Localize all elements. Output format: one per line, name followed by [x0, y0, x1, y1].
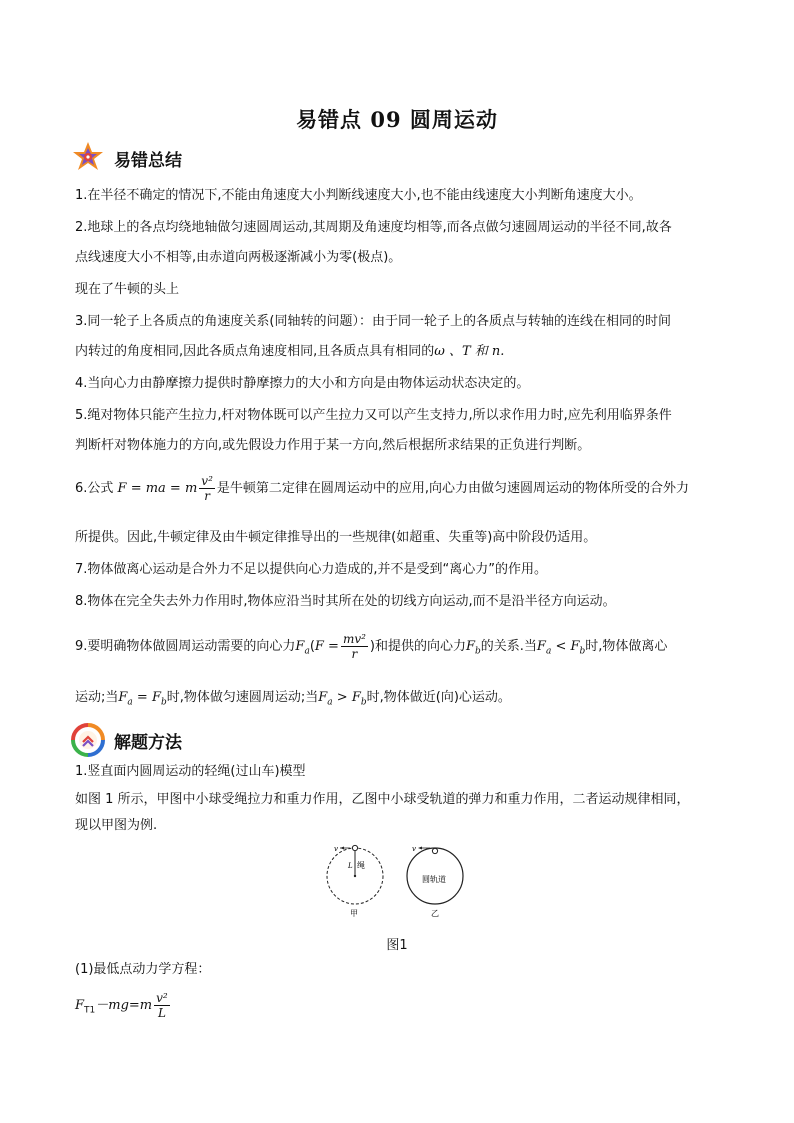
right-figure-label: 乙 [431, 909, 439, 918]
left-figure-label: 甲 [350, 909, 358, 918]
p6-numerator: v² [201, 474, 213, 488]
eq-F: F [75, 998, 85, 1013]
figure-caption: 图1 [386, 938, 408, 953]
eq-rest: －mg=m [95, 998, 153, 1013]
p9b-eq: F [118, 690, 128, 705]
p9-denominator: r [351, 647, 358, 661]
eq-F-sub: T1 [84, 1005, 96, 1016]
p9-cmp1: F [536, 639, 546, 654]
paragraph-5a: 5.绳对物体只能产生拉力,杆对物体既可以产生拉力又可以产生支持力,所以求作用力时,应先利用临界条件 [75, 408, 672, 423]
ball-right [432, 848, 437, 853]
eq-numerator: v² [156, 991, 168, 1005]
eq-fraction [154, 991, 170, 1020]
section-methods-header [70, 722, 182, 758]
p6-formula: F = ma = m [117, 481, 198, 496]
figure-right [407, 845, 463, 918]
paragraph-6 [75, 474, 725, 504]
p9-prefix: 9.要明确物体做圆周运动需要的向心力 [75, 639, 296, 654]
paragraph-6b: 所提供。因此,牛顿定律及由牛顿定律推导出的一些规律(如超重、失重等)高中阶段仍适用。 [75, 530, 597, 545]
p9b-end: 时,物体做近(向)心运动。 [366, 690, 511, 705]
p9-paren: ( [309, 639, 315, 654]
figure-left [327, 845, 383, 918]
paragraph-3b-symbols: ω 、T 和 n. [434, 344, 505, 359]
p9b-prefix: 运动;当 [75, 690, 119, 705]
method-1: 1.竖直面内圆周运动的轻绳(过山车)模型 [75, 764, 306, 779]
p9-numerator: mv² [342, 632, 366, 646]
track-label: 圆轨道 [422, 875, 446, 884]
figure-1 [300, 840, 490, 920]
ball-left [352, 845, 357, 850]
L-label: L [348, 862, 353, 870]
v-label-left: v [334, 845, 338, 853]
method-4-equation [75, 990, 725, 1027]
p9-fb: F [465, 639, 476, 654]
page-title: 易错点 09 圆周运动 [296, 107, 498, 132]
method-3: (1)最低点动力学方程： [75, 962, 211, 977]
p9b-gt2: > F [332, 690, 361, 705]
paragraph-4: 4.当向心力由静摩擦力提供时静摩擦力的大小和方向是由物体运动状态决定的。 [75, 376, 530, 391]
p6-fraction [199, 474, 215, 503]
paragraph-1: 1.在半径不确定的情况下,不能由角速度大小判断线速度大小,也不能由线速度大小判断角速度大小。 [75, 188, 642, 203]
p9-end: 时,物体做离心 [585, 639, 668, 654]
rope-label: 绳 [357, 861, 365, 870]
paragraph-3b [75, 344, 725, 360]
p9b-eq2: = F [132, 690, 161, 705]
method-2a: 如图 1 所示，甲图中小球受绳拉力和重力作用，乙图中小球受轨道的弹力和重力作用，二者运动规律相同， [75, 792, 690, 807]
p6-denominator: r [204, 489, 210, 503]
section-methods-title: 解题方法 [114, 732, 182, 753]
p9-fraction [341, 632, 368, 661]
eq-denominator: L [157, 1006, 166, 1020]
p9-mid2: 的关系.当 [480, 639, 537, 654]
paragraph-9: 9.要明确物体做圆周运动需要的向心力$F_a(F$ = $\frac{\text{mv²}}{r}$ )和提供的向心力$F_b$的关系.当$F_a < F_b$时,物体做离心 [75, 632, 668, 661]
method-2b: 现以甲图为例. [75, 818, 158, 833]
star-badge-icon [70, 140, 106, 176]
v-label-right: v [412, 845, 416, 853]
section-summary-header [70, 140, 182, 176]
paragraph-9b: 运动;当$F_a = F_b$时,物体做匀速圆周运动;当$F_a > F_b$时,物体做近(向)心运动。 [75, 690, 511, 708]
p6-prefix: 6.公式 [75, 481, 114, 496]
paragraph-2c: 现在了牛顿的头上 [75, 282, 180, 297]
paragraph-8: 8.物体在完全失去外力作用时,物体应沿当时其所在处的切线方向运动,而不是沿半径方向运动。 [75, 594, 616, 609]
paragraph-3a: 3.同一轮子上各质点的角速度关系(同轴转的问题）：由于同一轮子上的各质点与转轴的连线在相同的时间 [75, 314, 671, 329]
paragraph-5b: 判断杆对物体施力的方向,或先假设力作用于某一方向,然后根据所求结果的正负进行判断。 [75, 438, 591, 453]
paragraph-2b: 点线速度大小不相等,由赤道向两极逐渐减小为零(极点)。 [75, 250, 402, 265]
p9-fa: F [295, 639, 305, 654]
p9-f: F = [314, 639, 339, 654]
ring-badge-icon [70, 722, 106, 758]
section-summary-title: 易错总结 [114, 150, 182, 171]
p6-suffix: 是牛顿第二定律在圆周运动中的应用,向心力由做匀速圆周运动的物体所受的合外力 [216, 481, 690, 496]
p9b-gt: F [318, 690, 328, 705]
p9b-mid: 时,物体做匀速圆周运动;当 [166, 690, 319, 705]
p9-lt: < F [551, 639, 580, 654]
paragraph-2a: 2.地球上的各点均绕地轴做匀速圆周运动,其周期及角速度均相等,而各点做匀速圆周运动的半径不同,故各 [75, 220, 672, 235]
paragraph-3b-text: 内转过的角度相同,因此各质点角速度相同,且各质点具有相同的 [75, 344, 435, 359]
paragraph-7: 7.物体做离心运动是合外力不足以提供向心力造成的,并不是受到“离心力”的作用。 [75, 562, 548, 577]
p9-mid: )和提供的向心力 [369, 639, 466, 654]
